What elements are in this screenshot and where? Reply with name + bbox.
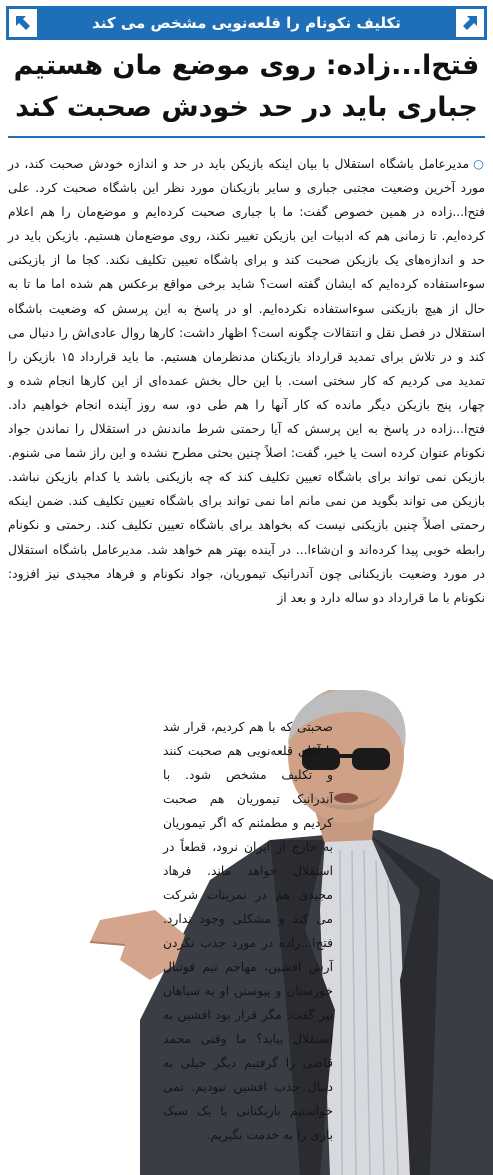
kicker-bar (6, 6, 487, 40)
kicker-text: تکلیف نکونام را قلعه‌نویی مشخص می کند (92, 14, 401, 32)
headline-line-1: فتح‌ا...زاده: روی موضع مان هستیم (13, 50, 480, 81)
headline-divider (8, 136, 485, 138)
article-body (8, 152, 485, 610)
arrow-icon (456, 9, 484, 37)
headline-line-2: جباری باید در حد خودش صحبت کند (15, 92, 478, 123)
side-column-text: صحبتی که با هم کردیم، قرار شد با آقای قلعه‌نویی هم صحبت کنند و تکلیف مشخص شود. با آندرانیک تیموریان هم صحبت کردیم و مطمئنم که اگر تیموریان به خارج از ایران نرود، قطعاً در استقلال خواهد ماند. فرهاد مجیدی هم در تمرینات شرکت می کند و مشکلی وجود ندارد. فتح‌ا...زاده در مورد جذب نکردن آرش افشین، مهاجم تیم فوتبال خوزستان و پیوستن او به سپاهان نیز گفت: مگر قرار بود افشین به استقلال بیاید؟ ما وقتی محمد قاضی را گرفتیم دیگر خیلی به دنبال جذب افشین نبودیم. نمی خواستیم بازیکنانی با یک سبک بازی را به خدمت بگیریم. (163, 720, 333, 1142)
arrow-icon (9, 9, 37, 37)
bullet-icon: ○ (473, 157, 485, 171)
article-body-text: مدیرعامل باشگاه استقلال با بیان اینکه بازیکن باید در حد و اندازه خودش صحبت کند، در مورد آخرین وضعیت مجتبی جباری و سایر بازیکنان مورد نظر این باشگاه صحبت کرد. علی فتح‌ا...زاده در همین خصوص گفت: ما با جباری صحبت کرده‌ایم و موضع‌مان را هم اعلام کرده‌ایم. تا زمانی هم که ادبیات این بازیکن تغییر نکند، روی موضع‌مان هستیم. بازیکن باید در حد و اندازه‌های یک بازیکن صحبت کند و برای باشگاه تعیین تکلیف نکند. کجا ما از بازیکنی سوءاستفاده کرده‌ایم که ایشان گفته است؟ شاید برخی مواقع برعکس هم شده اما ما تا به حال از هیچ بازیکنی سوءاستفاده نکرده‌ایم. او در پاسخ به این پرسش که وضعیت باشگاه استقلال در فصل نقل و انتقالات چگونه است؟ اظهار داشت: کارها روال عادی‌اش را دنبال می کند و در تلاش برای تمدید قرارداد بازیکنان مدنظرمان هستیم. ما باید قرارداد ۱۵ بازیکن را تمدید می کردیم که کار سختی است. با این حال بخش عمده‌ای از این کارها انجام شده و چهار، پنج بازیکن دیگر مانده که کار آنها را هم طی دو، سه روز آینده انجام خواهیم داد. فتح‌ا...زاده در پاسخ به این پرسش که آیا رحمتی شرط ماندنش در استقلال را نماندن جواد نکونام عنوان کرده است یا خیر، گفت: اصلاً چنین بحثی مطرح نشده و این راز شما می شنوم. بازیکن نمی تواند برای باشگاه تعیین تکلیف کند که چه بازیکنی باشد یا کدام بازیکن نباشد. بازیکن می تواند بگوید من نمی مانم اما نمی تواند برای باشگاه تعیین تکلیف کند. ضمن اینکه رحمتی اصلاً چنین بازیکنی نیست که بخواهد برای باشگاه تعیین تکلیف کند. رحمتی و نکونام رابطه خوبی پیدا کرده‌اند و ان‌شاءا... در آینده بهتر هم خواهد شد. مدیرعامل باشگاه استقلال در مورد وضعیت بازیکنانی چون آندرانیک تیموریان، جواد نکونام و فرهاد مجیدی نیز افزود: نکونام با ما قرارداد دو ساله دارد و بعد از (8, 157, 486, 605)
